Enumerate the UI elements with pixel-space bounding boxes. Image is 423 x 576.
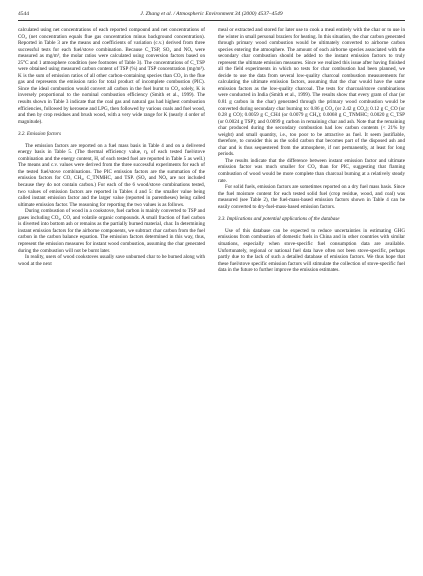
paragraph: calculated using net concentrations of each reported compound and net concentrations of CO₂ (net concentration equals flue gas concentration minus background concentration). Reported in Table 3 are the means and coefficients of variation (c.v.) derived from three successful tests for each fuel/stove combination. Because C_TSP, SO₂ and NOₓ were measured as mg/m³, the molar ratios were calculated using conversion factors based on 25°C and 1 atmosphere condition (see footnotes of Table 3). The concentrations of C_TSP were obtained using measured carbon content of TSP (%) and TSP concentration (mg/m³). K is the sum of emission ratios of all other carbon-containing species than CO₂ in the flue gas and represents the emission ratio for total product of incomplete combustion (PIC). Since the ideal combustion would convert all carbon in the fuel burnt to CO₂ solely, K is inversely proportional to the nominal combustion efficiency (Smith et al., 1999). The results shown in Table 3 indicate that the coal gas and natural gas had highest combustion efficiencies, followed by kerosene and LPG, then followed by various coals and fuel wood, and then by crop residues and brush wood, with a very wide range for K (nearly 4 order of magnitude). — [18, 27, 205, 125]
header-rule — [18, 20, 405, 21]
page-header — [18, 9, 405, 19]
left-column — [18, 27, 205, 267]
section-heading: 3.2. Emission factors — [18, 131, 62, 138]
running-title: J. Zhang et al. / Atmospheric Environment 34 (2000) 4537–4549 — [140, 11, 283, 17]
right-column — [218, 27, 405, 274]
section-heading: 3.3. Implications and potential applications of the database — [218, 216, 340, 223]
paragraph: During combustion of wood in a cookstove, fuel carbon is mainly converted to TSP and gases including CO₂, CO, and volatile organic compounds. A small fraction of fuel carbon is diverted into bottom ash or remains as the partially burned material, char. In determining instant emission factors for the airborne components, we subtract char carbon from the fuel carbon in the carbon balance equation. The emission factors determined in this way, thus, represent the emission measures for instant wood combustion, assuming the char generated during the combustion will not be burnt later. — [18, 208, 205, 254]
paragraph: The results indicate that the difference between instant emission factor and ultimate emission factor was much smaller for CO₂ than for PIC, suggesting that flaming combustion of wood would be more complete than charcoal burning at a relatively steady rate. — [218, 157, 405, 184]
paragraph: For solid fuels, emission factors are sometimes reported on a dry fuel mass basis. Since the fuel moisture content for each tested solid fuel (crop residue, wood, and coal) was measured (see Table 2), the fuel-mass-based emission factors shown in Table 4 can be easily converted to dry-fuel-mass-based emission factors. — [218, 184, 405, 210]
page-number: 4544 — [18, 11, 29, 17]
paragraph: meal or extracted and stored for later use to cook a meal entirely with the char or to use in the winter in small personal braziers for heating. In this situation, the char carbon generated through primary wood combustion would be ultimately converted to airborne carbon species entering the atmosphere. The amount of each airborne species associated with the secondary char combustion should be added to the instant emission factors to truly represent the ultimate emission measures. Since we realized this issue after having finished all the field experiments in which no tests for char combustion had been planned, we decide to use the data from several low-quality charcoal combustion measurements for calculating the ultimate emission factors, assuming that the char would have the same emission factors as the low-quality charcoal. The tests for charcoal/stove combinations were conducted in India (Smith et al., 1999). The results show that every gram of char (or 0.81 g carbon in the char) generated through the primary wood combustion would be converted during secondary char burning to: 0.86 g CO₂ (or 2.42 g CO₂); 0.12 g C_CO (or 0.28 g CO); 0.0059 g C_CH4 (or 0.0079 g CH₄); 0.0068 g C_TNMHC; 0.0020 g C_TSP (or 0.0024 g TSP); and 0.0099 g carbon in remaining char and ash. Note that the remaining char produced during the secondary combustion had low carbon contents (< 21% by weight) and small quantity, i.e., too poor to be attractive as fuel. It seem justifiable, therefore, to consider this as the solid carbon that becomes part of the disposed ash and char and is thus sequestered from the atmosphere, if not permanently, at least for long periods. — [218, 27, 405, 158]
paragraph: The emission factors are reported on a fuel mass basis in Table 4 and on a delivered energy basis in Table 5. (The thermal efficiency value, η, of each tested fuel/stove combination and the energy content, H, of each tested fuel are reported in Table 5 as well.) The means and c.v. values were derived from the three successful experiments for each of the tested fuel/stove combinations. The PIC emission factors are the summation of the emission factors for CO, CH₄, C_TNMHC, and TSP. (SO₂ and NOₓ are not included because they do not contain carbon.) For each of the 6 wood/stove combinations tested, two values of emission factors are reported in Tables 4 and 5: the smaller value being called instant emission factor and the larger value (reported in parentheses) being called ultimate emission factor. The reasoning for reporting the two values is as follows. — [18, 142, 205, 208]
paragraph: Use of this database can be expected to reduce uncertainties in estimating GHG emissions from combustion of domestic fuels in China and in other countries with similar situations, especially when stove-specific fuel consumption data are available. Unfortunately, regional or national fuel data have often not been stove-specific, perhaps partly due to the lack of such a detailed database of emission factors. We thus hope that these fuel/stove specific emission factors will stimulate the collection of stove-specific fuel data in the future to further improve the emission estimates. — [218, 227, 405, 274]
paragraph: In reality, users of wood cookstoves usually save unburned char to be burned along with wood at the next — [18, 254, 205, 267]
